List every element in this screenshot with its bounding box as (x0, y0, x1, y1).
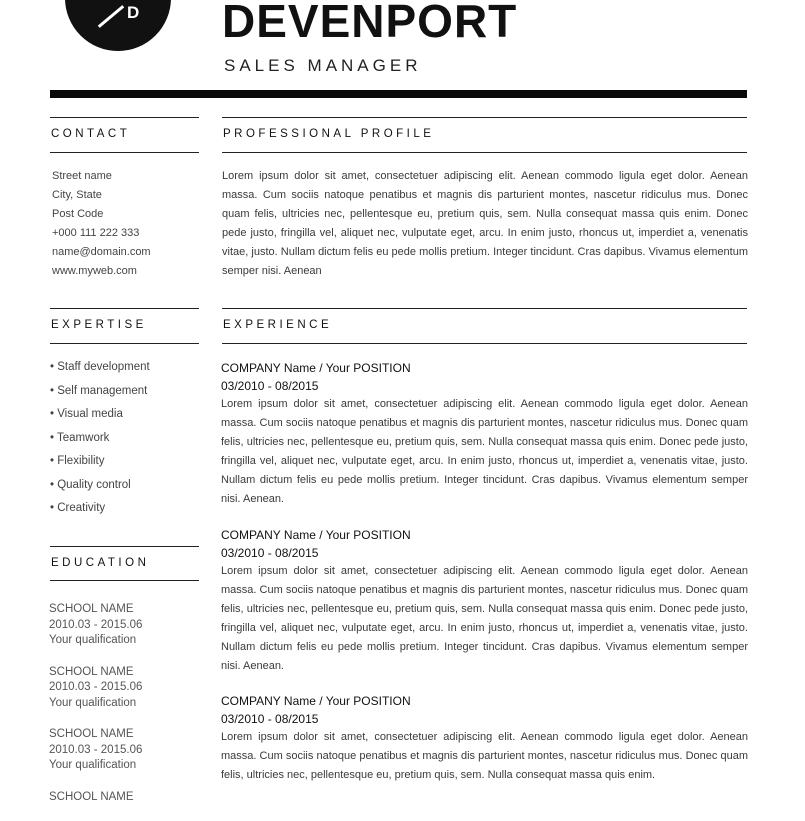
job-description: Lorem ipsum dolor sit amet, consectetuer adipiscing elit. Aenean commodo ligula eget dolor. Aenean massa. Cum sociis natoque penatibus et magnis dis parturient montes, nascetur ridiculus mus. Donec quam felis, ultricies nec, pellentesque eu, pretium quis, sem. Nulla consequat massa quis enim. (221, 731, 748, 781)
company-position: COMPANY Name / Your POSITION (221, 528, 411, 542)
expertise-bottom-rule (50, 343, 199, 344)
school-dates: 2010.03 - 2015.06 (49, 618, 143, 631)
job-description: Lorem ipsum dolor sit amet, consectetuer adipiscing elit. Aenean commodo ligula eget dolor. Aenean massa. Cum sociis natoque penatibus et magnis dis parturient montes, nascetur ridiculus mus. Donec quam felis, ultricies nec, pellentesque eu, pretium quis, sem. Nulla consequat massa quis enim. Donec pede justo, fringilla vel, aliquet nec, vulputate eget, arcu. In enim justo, rhoncus ut, imperdiet a, venenatis vitae, justo. Nullam dictum felis eu pede mollis pretium. Integer tincidunt. Cras dapibus. Vivamus elementum semper nisi. Aenean. (221, 398, 748, 505)
candidate-name: DEVENPORT (222, 0, 518, 47)
job-title: SALES MANAGER (224, 56, 422, 75)
school-dates: 2010.03 - 2015.06 (49, 681, 143, 693)
list-item: • Visual media (50, 408, 123, 420)
job-dates: 03/2010 - 08/2015 (221, 712, 319, 726)
logo-letter: D (127, 3, 140, 22)
list-item: • Teamwork (50, 431, 110, 444)
job-description: Lorem ipsum dolor sit amet, consectetuer adipiscing elit. Aenean commodo ligula eget dolor. Aenean massa. Cum sociis natoque penatibus et magnis dis parturient montes, nascetur ridiculus mus. Donec quam felis, ultricies nec, pellentesque eu, pretium quis, sem. Nulla consequat massa quis enim. Donec pede justo, fringilla vel, aliquet nec, vulputate eget, arcu. In enim justo, rhoncus ut, imperdiet a, venenatis vitae, justo. Nullam dictum felis eu pede mollis pretium. Integer tincidunt. Cras dapibus. Vivamus elementum semper nisi. Aenean. (221, 565, 748, 672)
expertise-list (50, 356, 200, 521)
education-entry (49, 665, 204, 712)
contact-city: City, State (52, 189, 102, 201)
list-item: • Quality control (50, 478, 131, 491)
school-qualification: Your qualification (49, 759, 137, 771)
list-item: • Staff development (50, 361, 150, 373)
experience-entry (221, 359, 748, 509)
education-entry (49, 727, 204, 774)
contact-postcode: Post Code (52, 208, 104, 220)
school-name: SCHOOL NAME (49, 728, 134, 740)
education-heading: EDUCATION (51, 557, 150, 569)
education-list (49, 602, 204, 821)
education-top-rule (50, 546, 199, 547)
list-item: • Flexibility (50, 455, 105, 467)
company-position: COMPANY Name / Your POSITION (221, 361, 411, 375)
contact-heading: CONTACT (51, 128, 131, 140)
contact-details (52, 167, 202, 281)
experience-entry (221, 526, 748, 676)
school-qualification: Your qualification (49, 696, 137, 709)
expertise-heading: EXPERTISE (51, 319, 147, 331)
school-dates: 2010.03 - 2015.06 (49, 743, 143, 756)
education-bottom-rule (50, 580, 199, 581)
contact-street: Street name (52, 170, 112, 182)
logo-slash (98, 5, 124, 28)
list-item: • Creativity (50, 502, 106, 514)
contact-website: www.myweb.com (52, 265, 137, 277)
expertise-top-rule (50, 308, 199, 309)
school-name: SCHOOL NAME (49, 603, 134, 615)
experience-heading: EXPERIENCE (223, 319, 333, 331)
profile-top-rule (222, 117, 747, 118)
school-qualification: Your qualification (49, 634, 137, 646)
job-dates: 03/2010 - 08/2015 (221, 379, 319, 393)
profile-heading: PROFESSIONAL PROFILE (223, 128, 435, 140)
contact-top-rule (50, 117, 199, 118)
header-divider (50, 90, 747, 98)
contact-phone: +000 111 222 333 (52, 227, 140, 239)
contact-email: name@domain.com (52, 246, 151, 258)
profile-text: Lorem ipsum dolor sit amet, consectetuer adipiscing elit. Aenean commodo ligula eget dolor. Aenean massa. Cum sociis natoque penatibus et magnis dis parturient montes, nascetur ridiculus mus. Donec quam felis, ultricies nec, pellentesque eu, pretium quis, sem. Nulla consequat massa quis enim. Donec pede justo, fringilla vel, aliquet nec, vulputate eget, arcu. In enim justo, rhoncus ut, imperdiet a, venenatis vitae, justo. Nullam dictum felis eu pede mollis pretium. Integer tincidunt. Cras dapibus. Vivamus elementum semper nisi. Aenean (222, 170, 748, 277)
school-name: SCHOOL NAME (49, 790, 134, 803)
list-item: • Self management (50, 384, 148, 397)
school-name: SCHOOL NAME (49, 665, 134, 678)
education-entry (49, 790, 204, 806)
experience-entry (221, 692, 748, 804)
experience-bottom-rule (222, 343, 747, 344)
job-dates: 03/2010 - 08/2015 (221, 546, 319, 560)
education-entry (49, 602, 204, 649)
profile-bottom-rule (222, 152, 747, 153)
company-position: COMPANY Name / Your POSITION (221, 694, 411, 708)
monogram-logo (65, 0, 171, 51)
experience-top-rule (222, 308, 747, 309)
contact-bottom-rule (50, 152, 199, 153)
